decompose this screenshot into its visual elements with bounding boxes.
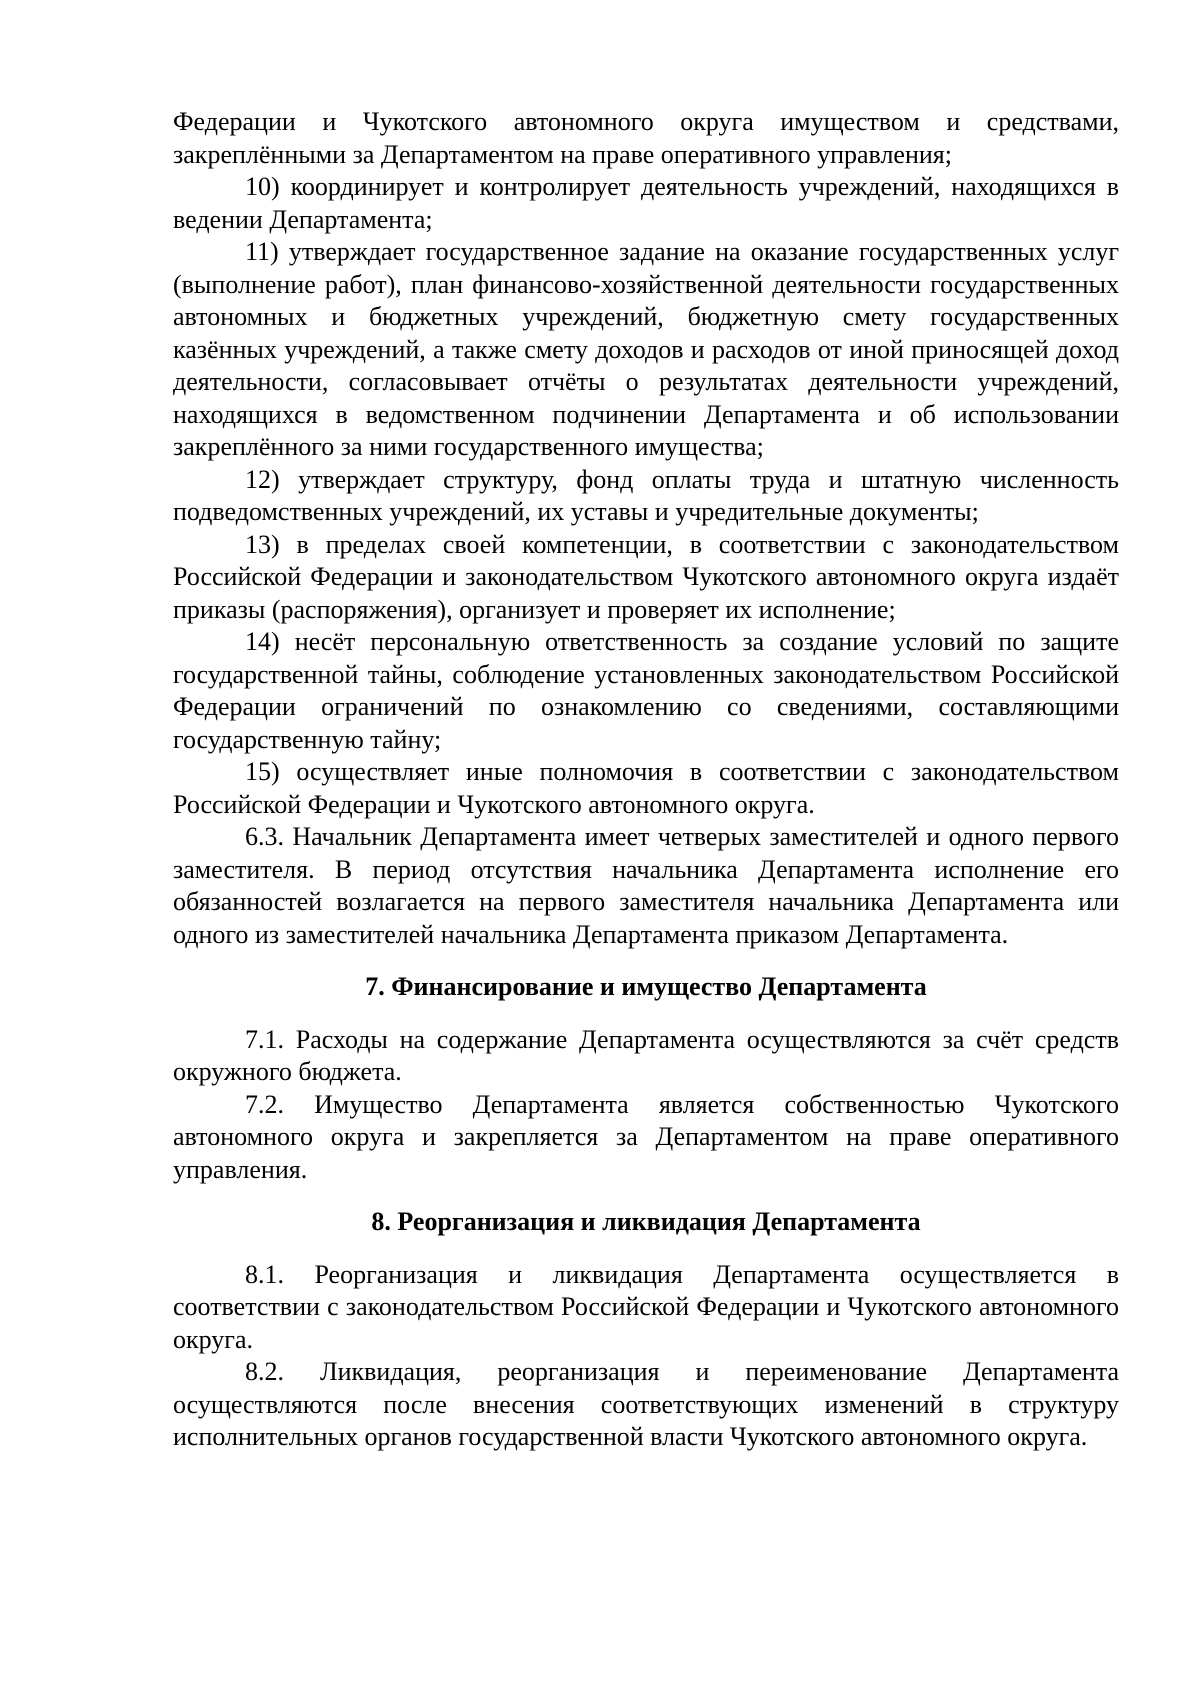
paragraph-item-13: 13) в пределах своей компетенции, в соответствии с законодательством Российской Федерации и законодательством Чукотского автономного округа издаёт приказы (распоряжения), организует и проверяет их исполнение; — [173, 529, 1119, 624]
paragraph-7-1: 7.1. Расходы на содержание Департамента осуществляются за счёт средств окружного бюджета. — [173, 1024, 1119, 1086]
paragraph-item-10: 10) координирует и контролирует деятельность учреждений, находящихся в ведении Департамента; — [173, 172, 1119, 234]
paragraph-8-2: 8.2. Ликвидация, реорганизация и переименование Департамента осуществляются после внесения соответствующих изменений в структуру исполнительных органов государственной власти Чукотского автономного округа. — [173, 1357, 1119, 1451]
section-8-heading: 8. Реорганизация и ликвидация Департамента — [371, 1207, 921, 1236]
paragraph-6-3: 6.3. Начальник Департамента имеет четверых заместителей и одного первого заместителя. В период отсутствия начальника Департамента исполнение его обязанностей возлагается на первого заместителя начальника Департамента или одного из заместителей начальника Департамента приказом Департамента. — [173, 822, 1119, 949]
document-page — [173, 106, 1119, 1454]
paragraph-item-11: 11) утверждает государственное задание на оказание государственных услуг (выполнение работ), план финансово-хозяйственной деятельности государственных автономных и бюджетных учреждений, бюджетную смету государственных казённых учреждений, а также смету доходов и расходов от иной приносящей доход деятельности, согласовывает отчёты о результатах деятельности учреждений, находящихся в ведомственном подчинении Департамента и об использовании закреплённого за ними государственного имущества; — [173, 237, 1119, 461]
paragraph-item-12: 12) утверждает структуру, фонд оплаты труда и штатную численность подведомственных учреждений, их уставы и учредительные документы; — [173, 464, 1119, 526]
paragraph-item-14: 14) несёт персональную ответственность за создание условий по защите государственной тайны, соблюдение установленных законодательством Российской Федерации ограничений по ознакомлению со сведениями, составляющими государственную тайну; — [173, 627, 1119, 754]
paragraph-8-1: 8.1. Реорганизация и ликвидация Департамента осуществляется в соответствии с законодательством Российской Федерации и Чукотского автономного округа. — [173, 1259, 1119, 1354]
paragraph-7-2: 7.2. Имущество Департамента является собственностью Чукотского автономного округа и закрепляется за Департаментом на праве оперативного управления. — [173, 1089, 1119, 1184]
paragraph-item-15: 15) осуществляет иные полномочия в соответствии с законодательством Российской Федерации и Чукотского автономного округа. — [173, 757, 1119, 819]
section-7-heading: 7. Финансирование и имущество Департамента — [365, 972, 927, 1001]
paragraph-continuation: Федерации и Чукотского автономного округа имуществом и средствами, закреплёнными за Департаментом на праве оперативного управления; — [173, 107, 1119, 169]
